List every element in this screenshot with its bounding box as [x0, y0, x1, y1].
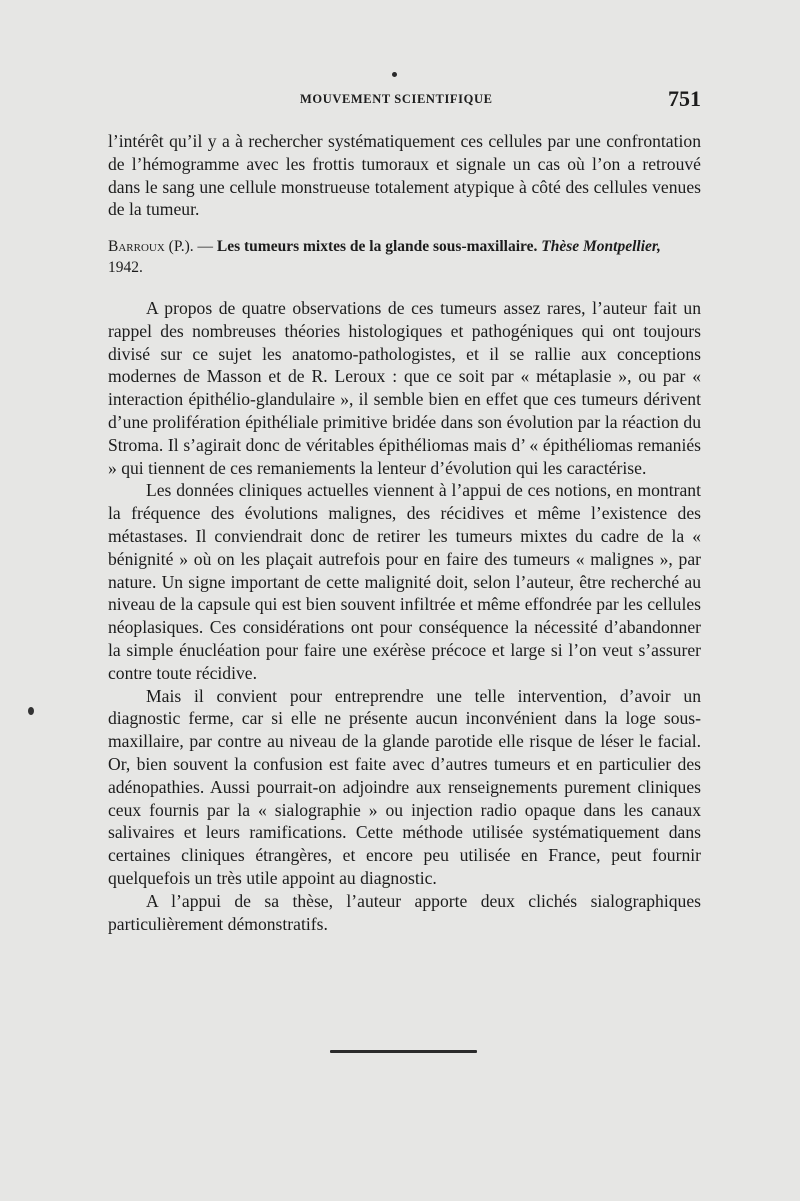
top-dot-mark	[392, 72, 397, 77]
running-head: MOUVEMENT SCIENTIFIQUE	[300, 92, 493, 106]
body-paragraph: Mais il convient pour entreprendre une telle intervention, d’avoir un diagnostic ferme, car si elle ne présente aucun inconvénient dans la loge sous-maxillaire, par contre au niveau de la glande parotide elle risque de léser le facial. Or, bien souvent la confusion est faite avec d’autres tumeurs et en particulier des adénopathies. Aussi pourrait-on adjoindre aux renseignements purement cliniques ceux fournis par la « sialographie » ou injection radio opaque dans les canaux salivaires et leurs ramifications. Cette méthode utilisée systématiquement dans certaines cliniques étrangères, et encore peu utilisée en France, peut fournir quelquefois un très utile appoint au diagnostic.	[108, 685, 701, 888]
intro-paragraph: l’intérêt qu’il y a à rechercher systématiquement ces cellules par une confrontation de l’hémogramme avec les frottis tumoraux et signale un cas où l’on a retrouvé dans le sang une cellule monstrueuse totalement atypique à côté des cellules venues de la tumeur.	[108, 131, 701, 220]
end-rule	[330, 1050, 477, 1053]
page-number: 751	[668, 86, 701, 111]
bibliography-entry	[108, 236, 701, 278]
biblio-title: Les tumeurs mixtes de la glande sous-maxillaire.	[216, 238, 538, 255]
body-paragraph: Les données cliniques actuelles viennent à l’appui de ces notions, en montrant la fréquence des évolutions malignes, des récidives et même l’existence des métastases. Il conviendrait donc de retirer les tumeurs mixtes du cadre de la « bénignité » où on les plaçait autrefois pour en faire des tumeurs « malignes », par nature. Un signe important de cette malignité doit, selon l’auteur, être recherché au niveau de la capsule qui est bien souvent infiltrée et même effondrée par les cellules néoplasiques. Ces considérations ont pour conséquence la nécessité d’abandonner la simple énucléation pour faire une exérèse précoce et large si l’on veut s’assurer contre toute récidive.	[108, 480, 701, 683]
biblio-author: Barroux (P.).	[108, 238, 194, 255]
biblio-source: Thèse Montpellier,	[541, 238, 661, 255]
review-body	[108, 297, 701, 935]
body-paragraph: A propos de quatre observations de ces tumeurs assez rares, l’auteur fait un rappel des nombreuses théories histologiques et pathogéniques qui ont toujours divisé sur ce sujet les anatomo-pathologistes, et il se rallie aux conceptions modernes de Masson et de R. Leroux : que ce soit par « métaplasie », ou par « interaction épithélio-glandulaire », il semble bien en effet que ces tumeurs dérivent d’une prolifération épithéliale primitive bridée dans son évolution par la réaction du Stroma. Il s’agirait donc de véritables épithéliomas mais d’ « épithéliomas remaniés » qui tiennent de ces remaniements la lenteur d’évolution qui les caractérise.	[108, 298, 701, 478]
margin-dot-mark	[28, 707, 34, 715]
intro-paragraph-block	[108, 130, 701, 221]
biblio-dash: —	[193, 238, 217, 255]
biblio-year: 1942.	[108, 259, 143, 276]
body-paragraph: A l’appui de sa thèse, l’auteur apporte deux clichés sialographiques particulièrement démonstratifs.	[108, 890, 701, 934]
